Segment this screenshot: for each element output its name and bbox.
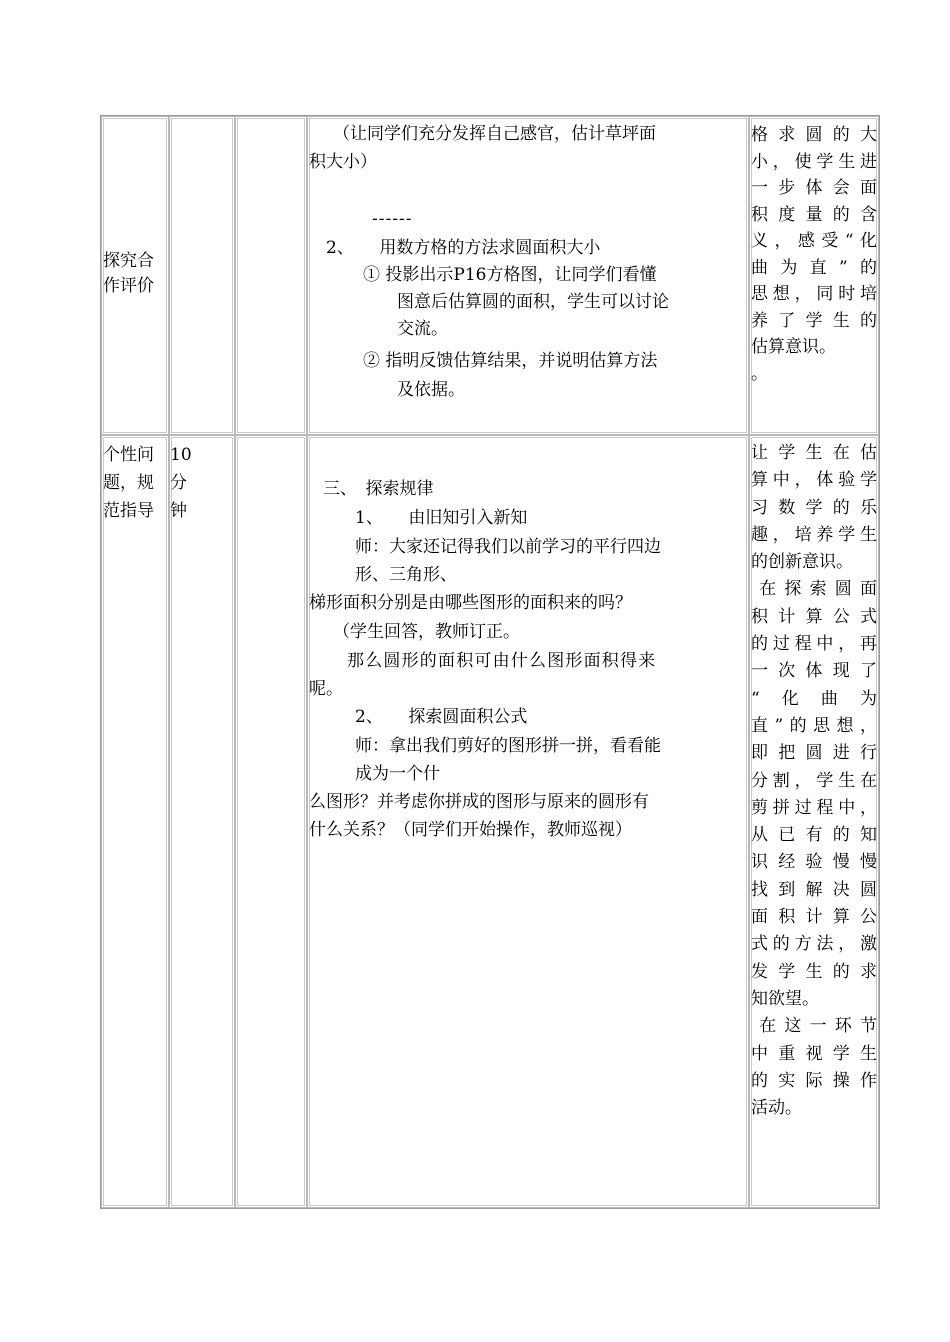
row1-content-line: 图意后估算圆的面积，学生可以讨论 <box>397 292 669 312</box>
row1-content-line: 2、 用数方格的方法求圆面积大小 <box>326 238 601 258</box>
row2-content-line: 1、 由旧知引入新知 <box>355 508 528 528</box>
row2-stage-cell <box>101 435 169 1208</box>
row2-content-line: 什么关系？（同学们开始操作，教师巡视） <box>309 820 632 840</box>
row2-content-line: 2、 探索圆面积公式 <box>355 707 528 727</box>
row1-content-line: ① 投影出示P16方格图，让同学们看懂 <box>363 265 657 285</box>
row2-content-line: 成为一个什 <box>355 764 440 784</box>
row2-content-line: 形、三角形、 <box>355 565 457 585</box>
row1-content-line: ------ <box>372 209 413 229</box>
row2-stage-text: 个性问 题，规 范指导 <box>103 445 154 521</box>
row1-content-line: ② 指明反馈估算结果，并说明估算方法 <box>363 351 658 371</box>
row1-blank-cell <box>235 116 307 435</box>
row1-purpose-text: 格 求 圆 的 大 小 ， 使 学 生 进 一 步 体 会 面 积 度 量 的 含 义 ， 感 受 “ 化 曲 为 直 ” 的 思 想 ， 同 时 培 养 了 学 生 的 估算意识。 。 <box>751 125 877 384</box>
row2-content-line: 三、 探索规律 <box>323 479 434 499</box>
row2-content-line: 师：拿出我们剪好的图形拼一拼，看看能 <box>355 736 661 756</box>
lesson-plan-table <box>100 115 880 1209</box>
row1-content-line: 交流。 <box>397 319 448 339</box>
row2-time-cell <box>169 435 235 1208</box>
row2-content-line: （学生回答，教师订正。 <box>333 622 520 642</box>
row2-purpose-text: 让 学 生 在 估 算 中 ， 体 验 学 习 数 学 的 乐 趣 ， 培 养 学 生 的创新意识。 在 探 索 圆 面 积 计 算 公 式 的 过 程 中 ， 再 一 次 体 现 了 “ 化 曲 为 直 ” 的 思 想 ， 即 把 圆 进 行 分 割 ， 学 生 在 剪 拼 过 程 中 ， 从 已 有 的 知 识 经 验 慢 慢 找 到 解 决 圆 面 积 计 算 公 式 的 方 法 ， 激 发 学 生 的 求 知欲望。 在 这 一 环 节 中 重 视 学 生 的 实 际 操 作 活动。 <box>751 443 877 1119</box>
row2-blank-cell <box>235 435 307 1208</box>
row2-time-text: 10 分 钟 <box>170 445 192 521</box>
row1-stage-text: 探究合 作评价 <box>103 251 154 296</box>
row2-content-line: 呢。 <box>309 679 343 699</box>
row1-content-line: （让同学们充分发挥自己感官，估计草坪面 <box>333 124 656 144</box>
row1-time-cell <box>169 116 235 435</box>
row2-content-line: 那么圆形的面积可由什么图形面积得来 <box>347 651 657 671</box>
row1-content-line: 及依据。 <box>397 380 465 400</box>
row2-content-line: 梯形面积分别是由哪些图形的面积来的吗？ <box>309 593 632 613</box>
row2-content-line: 师：大家还记得我们以前学习的平行四边 <box>355 537 661 557</box>
row2-content-line: 么图形？并考虑你拼成的图形与原来的圆形有 <box>309 792 649 812</box>
row1-content-line: 积大小） <box>309 152 377 172</box>
